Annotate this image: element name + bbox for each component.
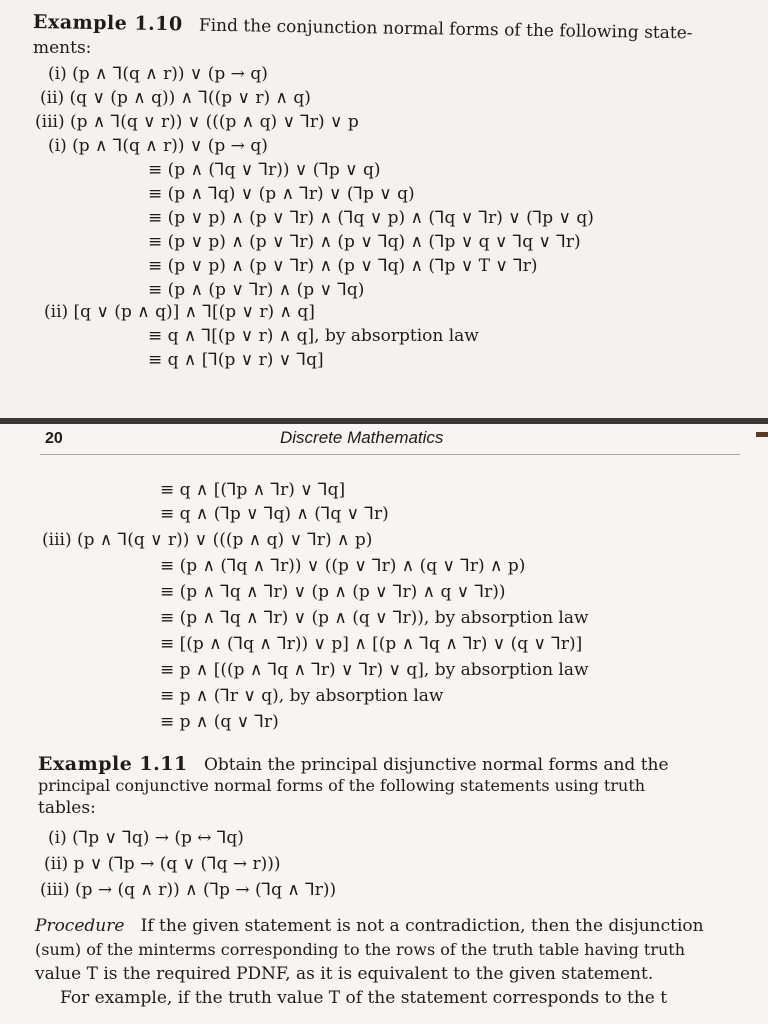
solution-step: ≡ (p ∨ p) ∧ (p ∨ ⅂r) ∧ (p ∨ ⅂q) ∧ (⅂p ∨ T ∨ ⅂r) xyxy=(148,256,538,276)
solution-step: ≡ [(p ∧ (⅂q ∧ ⅂r)) ∨ p] ∧ [(p ∧ ⅂q ∧ ⅂r) ∨ (q ∨ ⅂r)] xyxy=(160,634,583,654)
example-text: Find the conjunction normal forms of the following state- xyxy=(198,15,693,44)
solution-step: ≡ p ∧ [((p ∧ ⅂q ∧ ⅂r) ∨ ⅂r) ∨ q], by absorption law xyxy=(160,660,589,680)
procedure-text: If the given statement is not a contradiction, then the disjunction xyxy=(140,916,704,936)
example-item: (i) (p ∧ ⅂(q ∧ r)) ∨ (p → q) xyxy=(48,64,268,84)
solution-step: ≡ (p ∨ p) ∧ (p ∨ ⅂r) ∧ (p ∨ ⅂q) ∧ (⅂p ∨ q ∨ ⅂q ∨ ⅂r) xyxy=(148,232,581,252)
running-head: Discrete Mathematics xyxy=(280,428,444,447)
example-item: (ii) (q ∨ (p ∧ q)) ∧ ⅂((p ∨ r) ∧ q) xyxy=(40,88,311,108)
solution-step: ≡ q ∧ ⅂[(p ∨ r) ∧ q], by absorption law xyxy=(148,326,479,346)
page-top xyxy=(0,0,768,418)
solution-step: ≡ p ∧ (⅂r ∨ q), by absorption law xyxy=(160,686,444,706)
example-label: Example 1.11 xyxy=(38,753,188,775)
solution-step: ≡ (p ∧ (⅂q ∧ ⅂r)) ∨ ((p ∨ ⅂r) ∧ (q ∨ ⅂r) ∧ p) xyxy=(160,556,526,576)
example-text-continued: principal conjunctive normal forms of the following statements using truth xyxy=(38,776,646,795)
procedure-text: value T is the required PDNF, as it is equivalent to the given statement. xyxy=(35,964,654,984)
example-text-continued: ments: xyxy=(33,38,92,58)
solution-step: ≡ (p ∧ ⅂q ∧ ⅂r) ∨ (p ∧ (p ∨ ⅂r) ∧ q ∨ ⅂r)) xyxy=(160,582,506,602)
solution-step: ≡ q ∧ (⅂p ∨ ⅂q) ∧ (⅂q ∨ ⅂r) xyxy=(160,504,389,524)
page-number: 20 xyxy=(45,430,63,447)
example-1-10-heading xyxy=(33,12,693,43)
page-bottom xyxy=(0,424,768,1024)
solution-step: ≡ (p ∧ (p ∨ ⅂r) ∧ (p ∨ ⅂q) xyxy=(148,280,365,300)
example-item: (i) (⅂p ∨ ⅂q) → (p ↔ ⅂q) xyxy=(48,828,244,848)
procedure-text: (sum) of the minterms corresponding to the rows of the truth table having truth xyxy=(35,940,686,959)
procedure-line xyxy=(35,916,704,936)
solution-head: (iii) (p ∧ ⅂(q ∨ r)) ∨ (((p ∧ q) ∨ ⅂r) ∧ p) xyxy=(42,530,373,550)
solution-head: (i) (p ∧ ⅂(q ∧ r)) ∨ (p → q) xyxy=(48,136,268,156)
solution-step: ≡ (p ∧ (⅂q ∨ ⅂r)) ∨ (⅂p ∨ q) xyxy=(148,160,381,180)
example-label: Example 1.10 xyxy=(32,11,183,36)
example-text: Obtain the principal disjunctive normal forms and the xyxy=(203,755,669,775)
solution-step: ≡ q ∧ [⅂(p ∨ r) ∨ ⅂q] xyxy=(148,350,324,370)
procedure-label: Procedure xyxy=(35,916,125,936)
procedure-text: For example, if the truth value T of the statement corresponds to the t xyxy=(60,988,668,1008)
header-rule xyxy=(40,454,740,455)
page-clip-mark xyxy=(756,432,768,437)
solution-head: (ii) [q ∨ (p ∧ q)] ∧ ⅂[(p ∨ r) ∧ q] xyxy=(44,302,315,322)
solution-step: ≡ (p ∧ ⅂q) ∨ (p ∧ ⅂r) ∨ (⅂p ∨ q) xyxy=(148,184,415,204)
example-item: (iii) (p ∧ ⅂(q ∨ r)) ∨ (((p ∧ q) ∨ ⅂r) ∨ p xyxy=(35,112,359,132)
solution-step: ≡ (p ∧ ⅂q ∧ ⅂r) ∨ (p ∧ (q ∨ ⅂r)), by absorption law xyxy=(160,608,589,628)
example-1-11-heading xyxy=(38,754,669,775)
example-item: (iii) (p → (q ∧ r)) ∧ (⅂p → (⅂q ∧ ⅂r)) xyxy=(40,880,337,900)
solution-step: ≡ q ∧ [(⅂p ∧ ⅂r) ∨ ⅂q] xyxy=(160,480,346,500)
example-text-continued: tables: xyxy=(38,798,96,818)
solution-step: ≡ p ∧ (q ∨ ⅂r) xyxy=(160,712,279,732)
solution-step: ≡ (p ∨ p) ∧ (p ∨ ⅂r) ∧ (⅂q ∨ p) ∧ (⅂q ∨ ⅂r) ∨ (⅂p ∨ q) xyxy=(148,208,594,228)
example-item: (ii) p ∨ (⅂p → (q ∨ (⅂q → r))) xyxy=(44,854,281,874)
